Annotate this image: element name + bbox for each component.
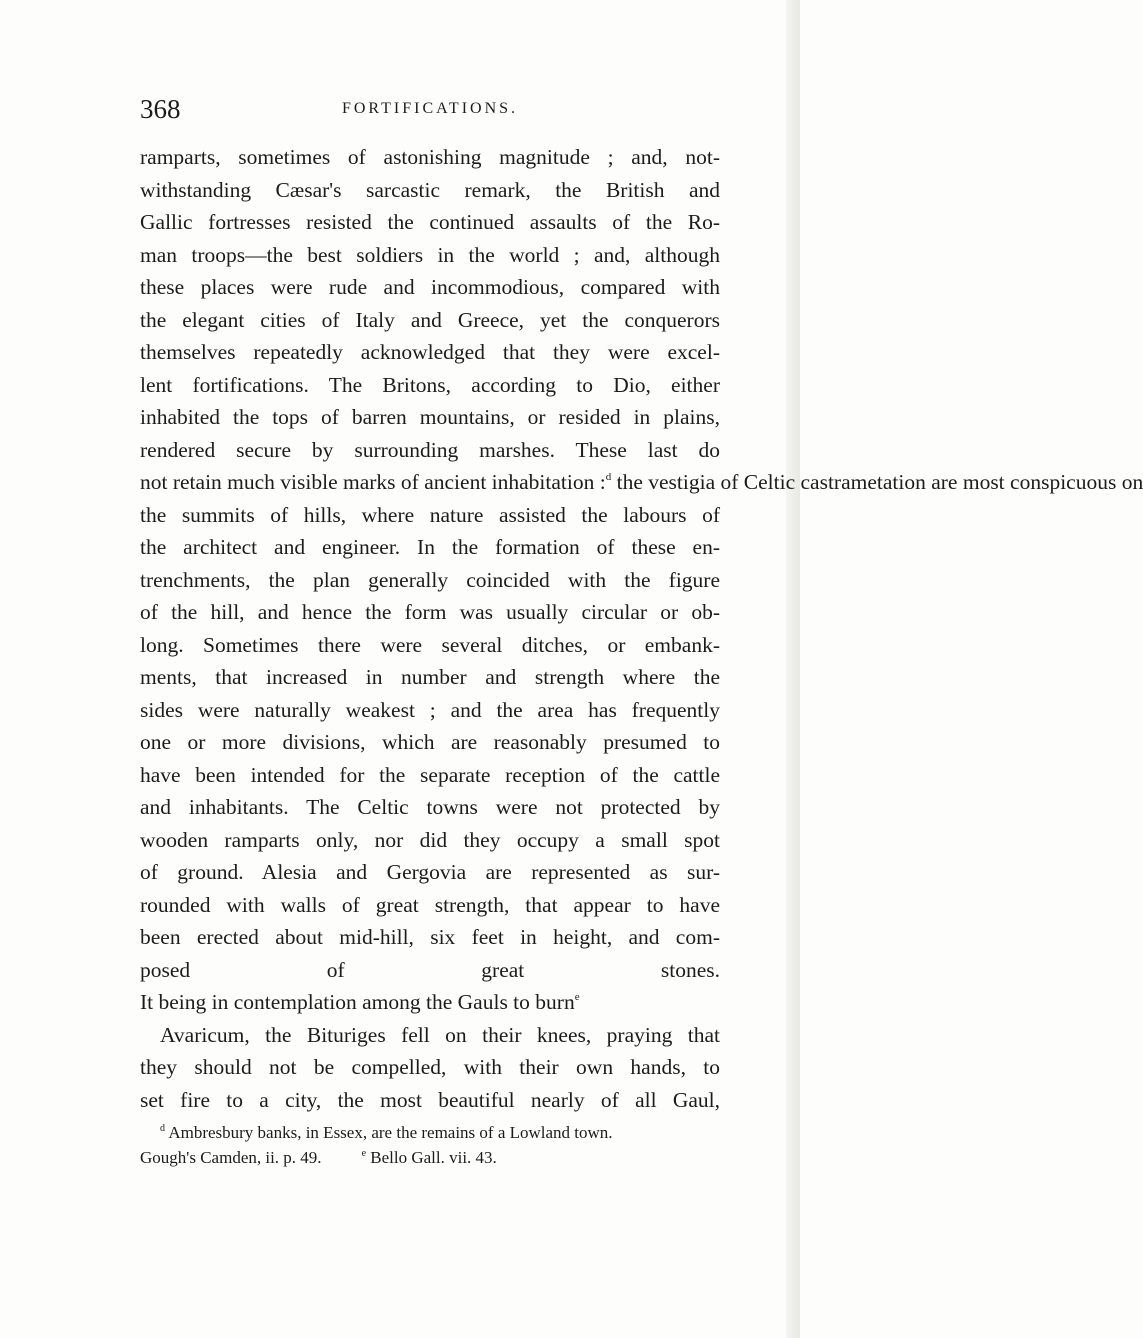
text-line: of the hill, and hence the form was usually circular or ob- [140,600,720,624]
text-line: lent fortifications. The Britons, according to Dio, either [140,372,720,397]
running-title: FORTIFICATIONS. [341,100,519,117]
text-line: of ground. Alesia and Gergovia are represented as sur- [140,860,720,884]
text-segment: not retain much visible marks of ancient inhabitation : [140,470,606,494]
footnote-marker-d: d [605,471,612,483]
text-segment: It being in contemplation among the Gauls to burn [140,990,575,1014]
text-line: and inhabitants. The Celtic towns were not protected by [140,795,720,819]
text-line: the elegant cities of Italy and Greece, yet the conquerors [140,307,720,332]
text-line: have been intended for the separate reception of the cattle [140,762,720,787]
footnotes [140,1120,720,1170]
text-line: trenchments, the plan generally coincided with the figure [140,567,720,592]
text-segment: the vestigia of Celtic castrametation are most conspicuous on [616,470,1143,494]
text-line: Gallic fortresses resisted the continued assaults of the Ro- [140,210,720,234]
footnote-line [140,1145,720,1170]
text-line: ments, that increased in number and strength where the [140,665,720,689]
text-line: posed of great stones. [140,957,720,982]
text-line: one or more divisions, which are reasonably presumed to [140,730,720,754]
text-line: the architect and engineer. In the formation of these en- [140,535,720,559]
footnote-d-source: Gough's Camden, ii. p. 49. [140,1148,322,1167]
footnote-marker-e: e [574,991,580,1003]
text-line: set fire to a city, the most beautiful nearly of all Gaul, [140,1087,720,1112]
text-line-with-footnote [140,986,720,1019]
page-header [140,94,720,124]
body-text [140,141,1143,1149]
text-line: wooden ramparts only, nor did they occupy a small spot [140,827,720,852]
text-line: withstanding Cæsar's sarcastic remark, the British and [140,177,720,202]
text-line: themselves repeatedly acknowledged that they were excel- [140,340,720,364]
text-line: long. Sometimes there were several ditches, or embank- [140,632,720,657]
footnote-e-marker: e [361,1148,367,1159]
footnote-d [140,1120,720,1145]
paragraph-start-line: Avaricum, the Bituriges fell on their knees, praying that [160,1022,720,1047]
text-line: sides were naturally weakest ; and the area has frequently [140,697,720,722]
page-number: 368 [140,94,181,124]
text-line: they should not be compelled, with their own hands, to [140,1055,720,1079]
text-line: rounded with walls of great strength, that appear to have [140,892,720,917]
text-line: ramparts, sometimes of astonishing magnitude ; and, not- [140,145,720,169]
text-line: man troops—the best soldiers in the world ; and, although [140,242,720,267]
text-line: inhabited the tops of barren mountains, or resided in plains, [140,405,720,429]
text-line: these places were rude and incommodious, compared with [140,275,720,299]
text-line: the summits of hills, where nature assisted the labours of [140,502,720,527]
page-edge [786,0,800,1338]
footnote-d-marker: d [160,1123,165,1134]
footnote-d-text: Ambresbury banks, in Essex, are the remains of a Lowland town. [168,1123,613,1142]
text-line-with-footnote [140,466,1143,499]
text-line: rendered secure by surrounding marshes. These last do [140,437,720,462]
text-line: been erected about mid-hill, six feet in height, and com- [140,925,720,949]
footnote-e-text: Bello Gall. vii. 43. [370,1148,497,1167]
